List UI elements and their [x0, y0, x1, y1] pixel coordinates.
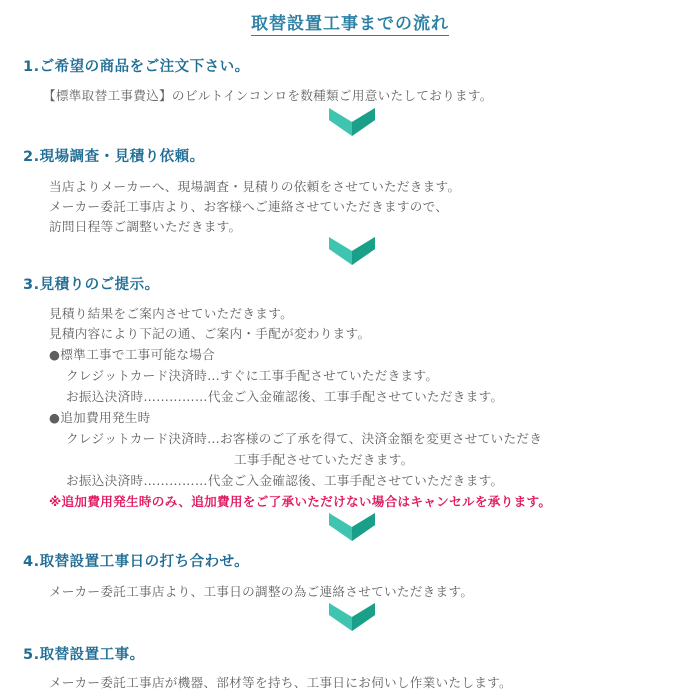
step-3-line-5: お振込決済時……………代金ご入金確認後、工事手配させていただきます。: [66, 389, 504, 404]
down-arrow-icon: [329, 513, 375, 541]
step-5-heading: 5.取替設置工事。: [23, 647, 145, 663]
step-3-heading: 3.見積りのご提示。: [23, 277, 160, 293]
page-title: 取替設置工事までの流れ: [251, 14, 449, 34]
step-2-heading: 2.現場調査・見積り依頼。: [23, 149, 205, 165]
step-3-line-6: ●追加費用発生時: [49, 410, 151, 425]
cancellation-note: ※追加費用発生時のみ、追加費用をご了承いただけない場合はキャンセルを承ります。: [49, 494, 552, 509]
step-3-line-4: クレジットカード決済時…すぐに工事手配させていただきます。: [66, 368, 439, 383]
step-2-line-3: 訪問日程等ご調整いただきます。: [49, 219, 242, 234]
step-1-heading: 1.ご希望の商品をご注文下さい。: [23, 59, 250, 75]
step-3-line-2: 見積内容により下記の通、ご案内・手配が変わります。: [49, 326, 371, 341]
down-arrow-icon: [329, 237, 375, 265]
step-3-line-7: クレジットカード決済時…お客様のご了承を得て、決済金額を変更させていただき: [66, 431, 543, 446]
step-4-heading: 4.取替設置工事日の打ち合わせ。: [23, 554, 250, 570]
step-5-line-1: メーカー委託工事店が機器、部材等を持ち、工事日にお伺いし作業いたします。: [49, 675, 512, 690]
step-3-line-1: 見積り結果をご案内させていただきます。: [49, 306, 293, 321]
step-4-line-1: メーカー委託工事店より、工事日の調整の為ご連絡させていただきます。: [49, 584, 474, 599]
step-3-line-9: お振込決済時……………代金ご入金確認後、工事手配させていただきます。: [66, 473, 504, 488]
step-1-line-1: 【標準取替工事費込】のビルトインコンロを数種類ご用意いたしております。: [43, 88, 493, 103]
step-2-line-2: メーカー委託工事店より、お客様へご連絡させていただきますので、: [49, 199, 449, 214]
down-arrow-icon: [329, 603, 375, 631]
step-3-line-3: ●標準工事で工事可能な場合: [49, 347, 216, 362]
step-2-line-1: 当店よりメーカーへ、現場調査・見積りの依頼をさせていただきます。: [49, 179, 461, 194]
step-3-line-8: 工事手配させていただきます。: [234, 452, 414, 467]
down-arrow-icon: [329, 108, 375, 136]
